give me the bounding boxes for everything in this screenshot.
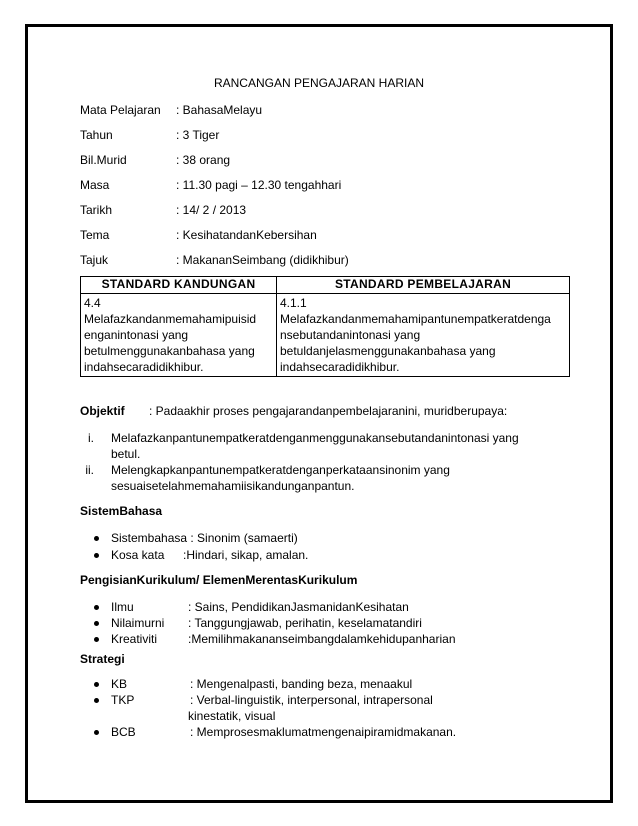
sistem-item-value: :Hindari, sikap, amalan. — [183, 548, 309, 562]
table-row — [81, 294, 570, 377]
bullet-icon — [94, 536, 99, 541]
info-label: Tema — [80, 228, 110, 242]
strategi-item-continuation: kinestatik, visual — [188, 709, 276, 723]
pengisian-heading: PengisianKurikulum/ ElemenMerentasKurikulum — [80, 573, 358, 587]
info-label: Tajuk — [80, 253, 109, 267]
pengisian-item-label: Ilmu — [111, 600, 134, 614]
bullet-icon — [94, 553, 99, 558]
cell-line: 4.1.1 — [280, 296, 307, 310]
strategi-item-value: : Memprosesmaklumatmengenaipiramidmakanan. — [190, 725, 457, 739]
sistem-item-label: Sistembahasa : Sinonim (samaerti) — [111, 531, 298, 545]
info-value: : 11.30 pagi – 12.30 tengahhari — [176, 178, 342, 192]
bullet-icon — [94, 621, 99, 626]
cell-line: Melafazkandanmemahamipuisid — [84, 312, 257, 326]
strategi-item-value: : Mengenalpasti, banding beza, menaakul — [190, 677, 413, 691]
sistem-item-label: Kosa kata — [111, 548, 165, 562]
cell-line: 4.4 — [84, 296, 101, 310]
objektif-item-number: ii. — [85, 463, 94, 477]
info-label: Tahun — [80, 128, 113, 142]
strategi-item-value: : Verbal-linguistik, interpersonal, intrapersonal — [190, 693, 433, 707]
objektif-intro: : Padaakhir proses pengajarandanpembelajaranini, muridberupaya: — [149, 404, 508, 418]
info-label: Mata Pelajaran — [80, 103, 161, 117]
bullet-icon — [94, 682, 99, 687]
cell-line: betuldanjelasmenggunakanbahasa yang — [280, 344, 496, 358]
cell-line: Melafazkandanmemahamipantunempatkeratdenga — [280, 312, 551, 326]
strategi-item-label: BCB — [111, 725, 136, 739]
cell-line: indahsecaradidikhibur. — [280, 360, 400, 374]
info-value: : 38 orang — [176, 153, 231, 167]
info-value: : 14/ 2 / 2013 — [176, 203, 247, 217]
header-standard-pembelajaran: STANDARD PEMBELAJARAN — [277, 277, 570, 294]
objektif-item-line: Melafazkanpantunempatkeratdenganmenggunakansebutandanintonasi yang — [111, 431, 519, 445]
header-standard-kandungan: STANDARD KANDUNGAN — [81, 277, 277, 294]
bullet-icon — [94, 730, 99, 735]
cell-line: nsebutandanintonasi yang — [280, 328, 421, 342]
info-value: : KesihatandanKebersihan — [176, 228, 317, 242]
pengisian-item-value: : Sains, PendidikanJasmanidanKesihatan — [188, 600, 409, 614]
objektif-item-number: i. — [88, 431, 94, 445]
info-value: : BahasaMelayu — [176, 103, 263, 117]
cell-line: indahsecaradidikhibur. — [84, 360, 204, 374]
cell-kandungan — [81, 294, 277, 377]
info-value: : MakananSeimbang (didikhibur) — [176, 253, 349, 267]
bullet-icon — [94, 698, 99, 703]
pengisian-item-label: Kreativiti — [111, 632, 158, 646]
objektif-item-line: sesuaisetelahmemahamiisikandunganpantun. — [111, 479, 355, 493]
bullet-icon — [94, 605, 99, 610]
sistem-bahasa-heading: SistemBahasa — [80, 504, 163, 518]
pengisian-item-label: Nilaimurni — [111, 616, 165, 630]
objektif-item-line: Melengkapkanpantunempatkeratdenganperkataansinonim yang — [111, 463, 450, 477]
info-value: : 3 Tiger — [176, 128, 220, 142]
info-label: Tarikh — [80, 203, 113, 217]
info-label: Masa — [80, 178, 110, 192]
objektif-heading: Objektif — [80, 404, 125, 418]
pengisian-item-value: : Tanggungjawab, perihatin, keselamatandiri — [188, 616, 422, 630]
pengisian-item-value: :Memilihmakananseimbangdalamkehidupanharian — [188, 632, 456, 646]
table-header-row — [81, 277, 570, 294]
cell-line: betulmenggunakanbahasa yang — [84, 344, 255, 358]
strategi-heading: Strategi — [80, 652, 125, 666]
bullet-icon — [94, 637, 99, 642]
cell-line: enganintonasi yang — [84, 328, 189, 342]
document-title: RANCANGAN PENGAJARAN HARIAN — [213, 76, 425, 90]
objektif-item-line: betul. — [111, 447, 141, 461]
cell-pembelajaran — [277, 294, 570, 377]
strategi-item-label: KB — [111, 677, 128, 691]
info-label: Bil.Murid — [80, 153, 127, 167]
strategi-item-label: TKP — [111, 693, 135, 707]
standards-table — [80, 276, 570, 377]
